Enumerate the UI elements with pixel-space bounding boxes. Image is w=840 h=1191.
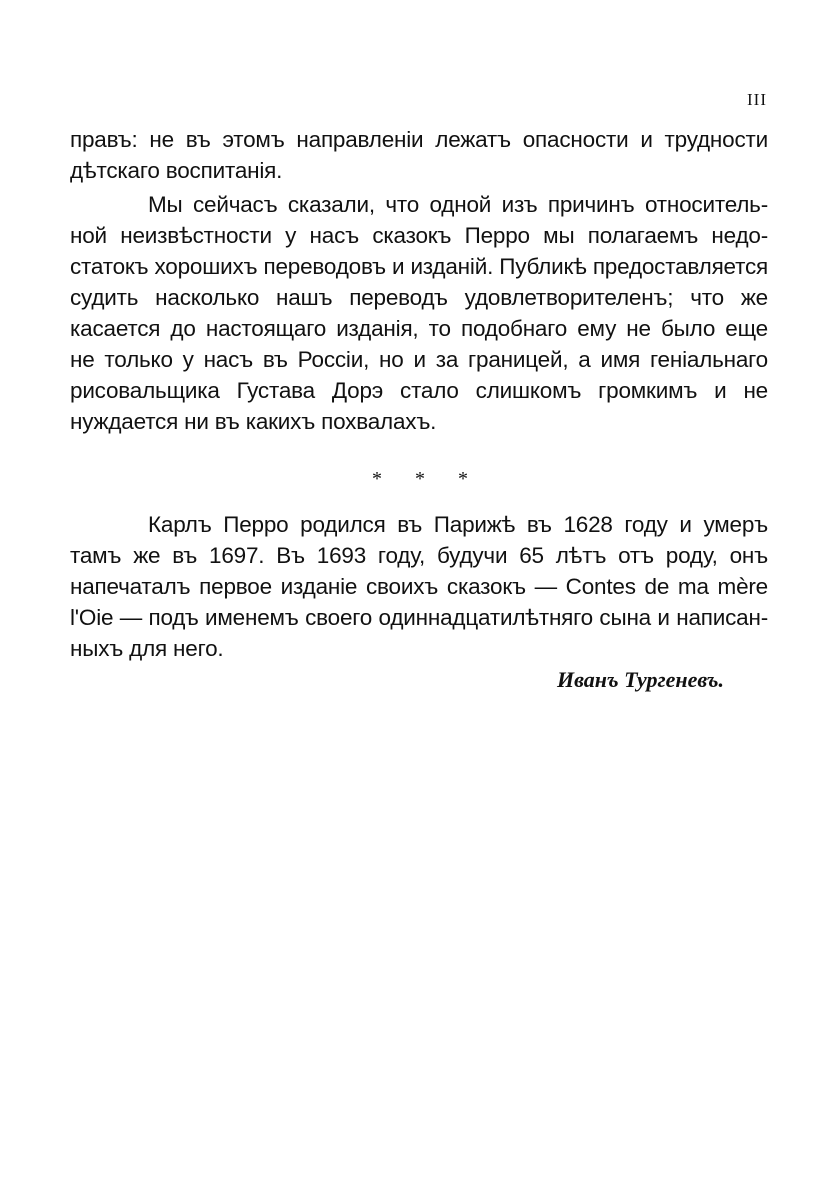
section-separator: * * * (372, 468, 482, 490)
text-line: судить насколько нашъ переводъ удовлетворителенъ; что же (70, 285, 768, 310)
author-signature: Иванъ Тургеневъ. (557, 667, 724, 692)
text-line: тамъ же въ 1697. Въ 1693 году, будучи 65 лѣтъ отъ роду, онъ (70, 543, 768, 568)
paragraph-3 (70, 509, 768, 664)
paragraph-2 (70, 189, 768, 437)
text-line: ныхъ для него. (70, 636, 224, 661)
page-number: III (747, 90, 767, 109)
text-line: не только у насъ въ Россіи, но и за границей, а имя геніальнаго (70, 347, 768, 372)
text-line: Мы сейчасъ сказали, что одной изъ причинъ относитель- (148, 192, 768, 217)
text-line: ной неизвѣстности у насъ сказокъ Перро мы полагаемъ недо- (70, 223, 768, 248)
text-line: дѣтскаго воспитанія. (70, 158, 283, 183)
text-line: правъ: не въ этомъ направленіи лежатъ опасности и трудности (70, 127, 768, 152)
paragraph-1 (70, 124, 768, 186)
text-line: касается до настоящаго изданія, то подобнаго ему не было еще (70, 316, 768, 341)
text-line: напечаталъ первое изданіе своихъ сказокъ — Contes de ma mère (70, 574, 768, 599)
text-line: Карлъ Перро родился въ Парижѣ въ 1628 году и умеръ (148, 512, 768, 537)
text-line: рисовальщика Густава Дорэ стало слишкомъ громкимъ и не (70, 378, 768, 403)
text-line: нуждается ни въ какихъ похвалахъ. (70, 409, 437, 434)
text-line: l'Oie — подъ именемъ своего одиннадцатилѣтняго сына и написан- (70, 605, 768, 630)
text-line: статокъ хорошихъ переводовъ и изданій. Публикѣ предоставляется (70, 254, 768, 279)
